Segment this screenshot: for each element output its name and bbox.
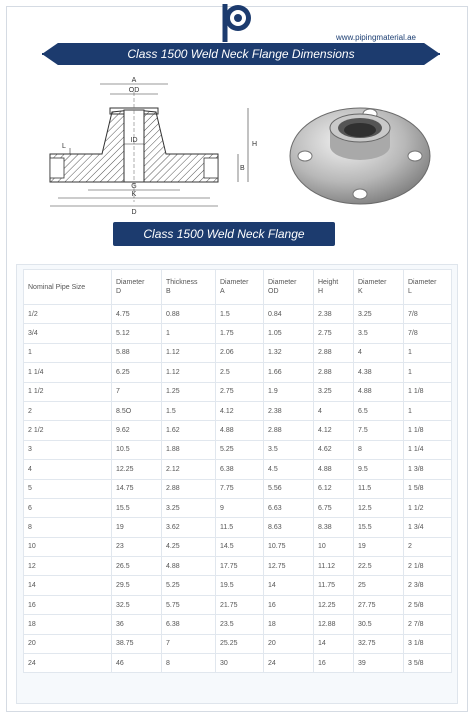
table-cell: 6.25	[112, 363, 162, 382]
table-cell: 2.88	[162, 479, 216, 498]
website-url[interactable]: www.pipingmaterial.ae	[335, 33, 416, 42]
table-cell: 11.5	[216, 518, 264, 537]
table-cell: 4.12	[314, 421, 354, 440]
table-cell: 2.88	[314, 343, 354, 362]
table-row	[24, 537, 452, 556]
table-cell: 4.88	[216, 421, 264, 440]
table-cell: 5.56	[264, 479, 314, 498]
table-cell: 10	[24, 537, 112, 556]
table-cell: 6.75	[314, 498, 354, 517]
table-row	[24, 324, 452, 343]
table-cell: 7.75	[216, 479, 264, 498]
table-cell: 7	[162, 634, 216, 653]
table-cell: 1.12	[162, 343, 216, 362]
table-cell: 19.5	[216, 576, 264, 595]
table-cell: 2 5/8	[404, 595, 452, 614]
table-cell: 4.88	[354, 382, 404, 401]
column-header: Diameter OD	[264, 270, 314, 305]
column-header: Nominal Pipe Size	[24, 270, 112, 305]
flange-cross-section-drawing	[40, 72, 270, 217]
table-cell: 1.75	[216, 324, 264, 343]
label-h: H	[252, 141, 258, 148]
dimensions-table-card	[16, 264, 458, 704]
table-row	[24, 382, 452, 401]
table-row	[24, 343, 452, 362]
table-cell: 1	[162, 324, 216, 343]
table-cell: 18	[24, 615, 112, 634]
table-header-row	[24, 270, 452, 305]
table-cell: 1	[404, 343, 452, 362]
table-cell: 14	[314, 634, 354, 653]
table-cell: 2.88	[264, 421, 314, 440]
table-cell: 1 1/4	[24, 363, 112, 382]
table-row	[24, 498, 452, 517]
table-cell: 22.5	[354, 557, 404, 576]
table-cell: 9.5	[354, 460, 404, 479]
table-cell: 19	[354, 537, 404, 556]
column-header: Diameter D	[112, 270, 162, 305]
table-cell: 4.62	[314, 440, 354, 459]
table-cell: 1	[404, 363, 452, 382]
column-header: Thickness B	[162, 270, 216, 305]
table-cell: 2 7/8	[404, 615, 452, 634]
table-cell: 5	[24, 479, 112, 498]
table-cell: 24	[264, 654, 314, 673]
table-row	[24, 401, 452, 420]
table-cell: 11.12	[314, 557, 354, 576]
table-cell: 8.5O	[112, 401, 162, 420]
table-cell: 16	[314, 654, 354, 673]
table-cell: 46	[112, 654, 162, 673]
table-cell: 0.88	[162, 305, 216, 324]
table-cell: 1 3/4	[404, 518, 452, 537]
table-cell: 5.88	[112, 343, 162, 362]
table-cell: 1.5	[216, 305, 264, 324]
table-cell: 4.88	[314, 460, 354, 479]
table-cell: 1.9	[264, 382, 314, 401]
table-cell: 21.75	[216, 595, 264, 614]
table-cell: 4.75	[112, 305, 162, 324]
table-cell: 1.62	[162, 421, 216, 440]
table-row	[24, 557, 452, 576]
table-cell: 12.25	[112, 460, 162, 479]
table-cell: 3.25	[162, 498, 216, 517]
table-cell: 18	[264, 615, 314, 634]
table-cell: 36	[112, 615, 162, 634]
table-cell: 16	[24, 595, 112, 614]
table-cell: 1.5	[162, 401, 216, 420]
table-cell: 1/2	[24, 305, 112, 324]
table-cell: 1 5/8	[404, 479, 452, 498]
table-cell: 15.5	[112, 498, 162, 517]
table-cell: 38.75	[112, 634, 162, 653]
table-cell: 17.75	[216, 557, 264, 576]
table-cell: 1 3/8	[404, 460, 452, 479]
table-cell: 23.5	[216, 615, 264, 634]
table-cell: 30	[216, 654, 264, 673]
table-cell: 1 1/8	[404, 382, 452, 401]
table-cell: 1	[404, 401, 452, 420]
table-cell: 14	[264, 576, 314, 595]
table-cell: 1 1/2	[404, 498, 452, 517]
table-cell: 9	[216, 498, 264, 517]
table-cell: 14.5	[216, 537, 264, 556]
table-cell: 8.63	[264, 518, 314, 537]
table-cell: 0.84	[264, 305, 314, 324]
table-cell: 2	[24, 401, 112, 420]
table-cell: 1 1/8	[404, 421, 452, 440]
table-cell: 3.62	[162, 518, 216, 537]
table-cell: 4.25	[162, 537, 216, 556]
table-cell: 1.66	[264, 363, 314, 382]
table-cell: 2.75	[216, 382, 264, 401]
table-row	[24, 518, 452, 537]
table-cell: 1 1/4	[404, 440, 452, 459]
table-cell: 3	[24, 440, 112, 459]
table-cell: 2	[404, 537, 452, 556]
table-cell: 23	[112, 537, 162, 556]
table-cell: 12.5	[354, 498, 404, 517]
label-a: A	[131, 77, 137, 84]
table-cell: 4	[354, 343, 404, 362]
table-cell: 32.5	[112, 595, 162, 614]
table-cell: 8	[354, 440, 404, 459]
table-row	[24, 479, 452, 498]
table-cell: 14.75	[112, 479, 162, 498]
table-cell: 4	[314, 401, 354, 420]
table-cell: 3/4	[24, 324, 112, 343]
table-cell: 9.62	[112, 421, 162, 440]
table-cell: 5.25	[162, 576, 216, 595]
subtitle-banner: Class 1500 Weld Neck Flange	[113, 222, 335, 246]
dimensions-table	[23, 269, 452, 673]
table-cell: 19	[112, 518, 162, 537]
table-cell: 1.32	[264, 343, 314, 362]
table-cell: 2.88	[314, 363, 354, 382]
table-cell: 6	[24, 498, 112, 517]
table-cell: 12.88	[314, 615, 354, 634]
table-cell: 7/8	[404, 305, 452, 324]
table-cell: 4.88	[162, 557, 216, 576]
table-cell: 1.12	[162, 363, 216, 382]
table-cell: 4.38	[354, 363, 404, 382]
table-cell: 20	[24, 634, 112, 653]
table-cell: 3 1/8	[404, 634, 452, 653]
table-cell: 25.25	[216, 634, 264, 653]
table-row	[24, 615, 452, 634]
table-cell: 2.12	[162, 460, 216, 479]
table-cell: 1.25	[162, 382, 216, 401]
table-cell: 1.88	[162, 440, 216, 459]
table-cell: 7	[112, 382, 162, 401]
table-cell: 10.5	[112, 440, 162, 459]
column-header: Diameter K	[354, 270, 404, 305]
title-banner	[42, 43, 440, 65]
label-g: G	[131, 183, 137, 190]
label-od: OD	[128, 87, 140, 94]
table-row	[24, 363, 452, 382]
table-cell: 6.38	[162, 615, 216, 634]
table-row	[24, 634, 452, 653]
label-l: L	[62, 143, 66, 150]
table-cell: 1	[24, 343, 112, 362]
table-cell: 4.12	[216, 401, 264, 420]
table-cell: 6.5	[354, 401, 404, 420]
table-cell: 6.63	[264, 498, 314, 517]
column-header: Height H	[314, 270, 354, 305]
label-d: D	[131, 209, 137, 216]
table-cell: 4	[24, 460, 112, 479]
table-cell: 6.38	[216, 460, 264, 479]
table-row	[24, 421, 452, 440]
table-cell: 10.75	[264, 537, 314, 556]
flange-photo	[285, 88, 435, 208]
table-cell: 5.25	[216, 440, 264, 459]
table-row	[24, 576, 452, 595]
table-row	[24, 440, 452, 459]
table-cell: 8	[24, 518, 112, 537]
column-header: Diameter A	[216, 270, 264, 305]
table-cell: 3.25	[354, 305, 404, 324]
label-b: B	[240, 165, 245, 172]
table-cell: 2 1/8	[404, 557, 452, 576]
table-cell: 3.5	[354, 324, 404, 343]
table-cell: 12.75	[264, 557, 314, 576]
table-cell: 2.75	[314, 324, 354, 343]
table-cell: 12.25	[314, 595, 354, 614]
table-cell: 14	[24, 576, 112, 595]
table-cell: 12	[24, 557, 112, 576]
table-cell: 2.38	[314, 305, 354, 324]
table-cell: 6.12	[314, 479, 354, 498]
table-cell: 11.5	[354, 479, 404, 498]
page-title: Class 1500 Weld Neck Flange Dimensions	[127, 47, 355, 61]
label-k: K	[131, 191, 137, 198]
table-cell: 27.75	[354, 595, 404, 614]
table-cell: 3.5	[264, 440, 314, 459]
table-row	[24, 305, 452, 324]
table-cell: 5.75	[162, 595, 216, 614]
table-cell: 26.5	[112, 557, 162, 576]
table-cell: 2 1/2	[24, 421, 112, 440]
table-cell: 29.5	[112, 576, 162, 595]
table-cell: 2.06	[216, 343, 264, 362]
table-cell: 8	[162, 654, 216, 673]
table-cell: 24	[24, 654, 112, 673]
table-cell: 2 3/8	[404, 576, 452, 595]
label-id: ID	[130, 137, 138, 144]
table-cell: 7/8	[404, 324, 452, 343]
column-header: Diameter L	[404, 270, 452, 305]
table-cell: 15.5	[354, 518, 404, 537]
table-cell: 1 1/2	[24, 382, 112, 401]
table-cell: 11.75	[314, 576, 354, 595]
table-cell: 2.38	[264, 401, 314, 420]
table-cell: 25	[354, 576, 404, 595]
table-cell: 4.5	[264, 460, 314, 479]
table-cell: 7.5	[354, 421, 404, 440]
table-cell: 5.12	[112, 324, 162, 343]
table-cell: 2.5	[216, 363, 264, 382]
table-cell: 39	[354, 654, 404, 673]
table-cell: 10	[314, 537, 354, 556]
table-cell: 1.05	[264, 324, 314, 343]
table-cell: 8.38	[314, 518, 354, 537]
table-row	[24, 460, 452, 479]
table-cell: 30.5	[354, 615, 404, 634]
table-cell: 20	[264, 634, 314, 653]
table-cell: 3.25	[314, 382, 354, 401]
table-row	[24, 654, 452, 673]
table-cell: 32.75	[354, 634, 404, 653]
table-row	[24, 595, 452, 614]
table-cell: 3 5/8	[404, 654, 452, 673]
piping-material-logo	[220, 2, 254, 44]
table-cell: 16	[264, 595, 314, 614]
